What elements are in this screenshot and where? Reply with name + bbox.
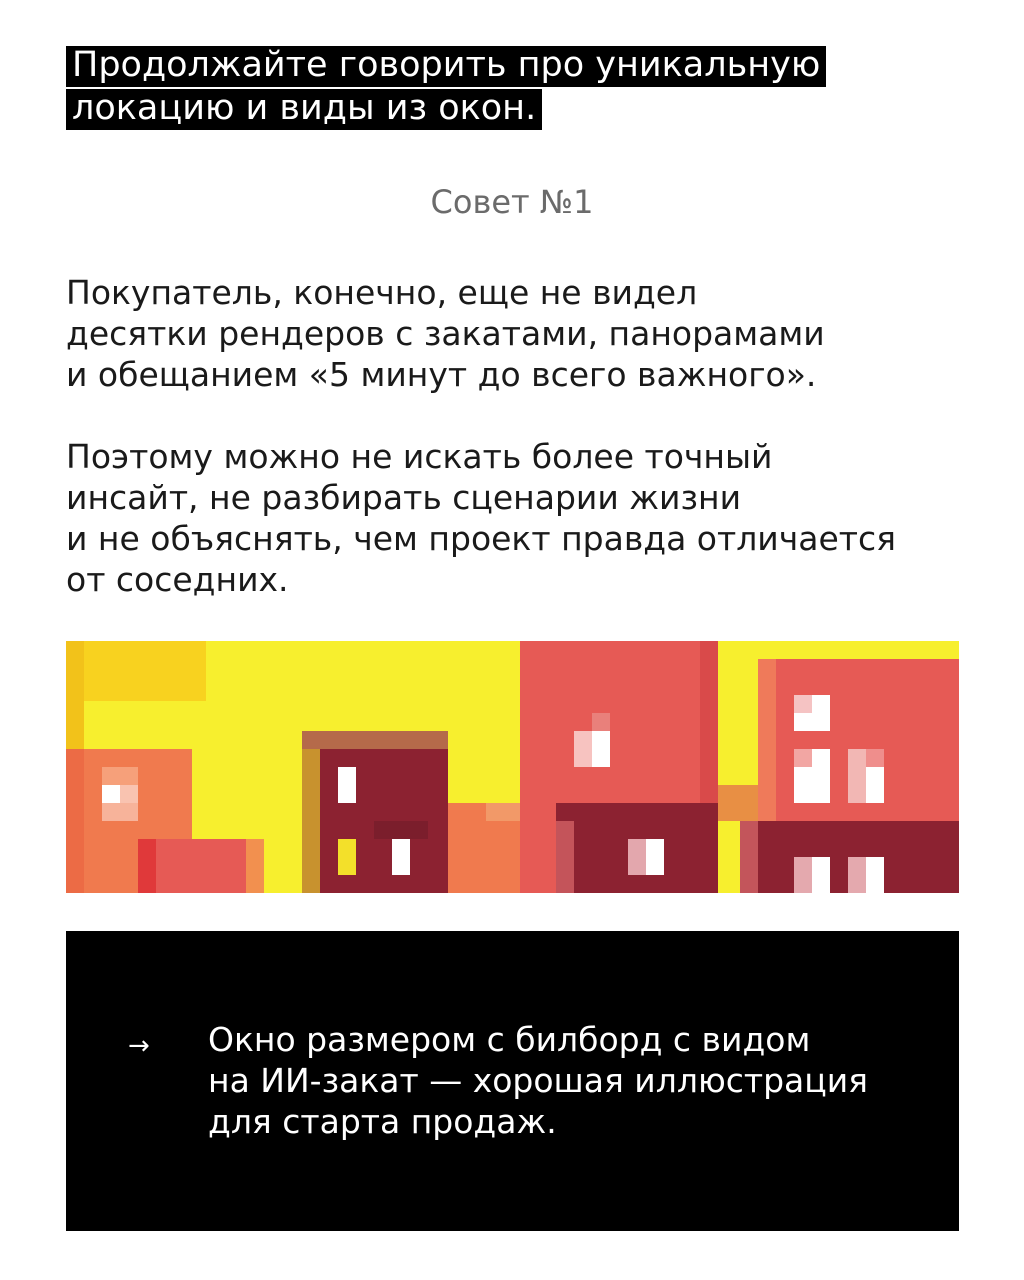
pixel-city-illustration bbox=[66, 641, 959, 893]
building-shade bbox=[700, 641, 718, 821]
window bbox=[866, 749, 884, 767]
note-line: для старта продаж. bbox=[208, 1102, 557, 1141]
window bbox=[338, 839, 356, 875]
building-shade bbox=[302, 749, 320, 893]
window bbox=[102, 803, 138, 821]
window bbox=[574, 731, 592, 767]
tip-label: Совет №1 bbox=[430, 183, 594, 221]
paragraph-2 bbox=[66, 436, 986, 600]
note-line: на ИИ-закат — хорошая иллюстрация bbox=[208, 1061, 869, 1100]
window-frame bbox=[374, 821, 428, 839]
sky-shade bbox=[66, 641, 206, 701]
note-line: Окно размером с билборд с видом bbox=[208, 1020, 811, 1059]
window bbox=[812, 857, 830, 893]
window bbox=[338, 767, 356, 803]
window bbox=[794, 695, 812, 713]
paragraph-2-line: Поэтому можно не искать более точный bbox=[66, 437, 773, 476]
building-shade bbox=[556, 821, 574, 893]
window bbox=[102, 785, 120, 803]
window bbox=[848, 857, 866, 893]
building-shade bbox=[758, 659, 776, 821]
window bbox=[794, 857, 812, 893]
window bbox=[592, 713, 610, 731]
building-shade bbox=[486, 803, 520, 821]
paragraph-1 bbox=[66, 272, 986, 395]
window bbox=[848, 749, 866, 803]
building-roof bbox=[302, 731, 448, 749]
building-shade bbox=[740, 821, 758, 893]
window bbox=[120, 785, 138, 803]
window bbox=[628, 839, 646, 875]
window bbox=[392, 839, 410, 875]
building-shade bbox=[66, 749, 84, 893]
building-coral-low bbox=[138, 839, 264, 893]
window bbox=[794, 749, 812, 767]
paragraph-2-line: инсайт, не разбирать сценарии жизни bbox=[66, 478, 742, 517]
arrow-right-icon: → bbox=[128, 1031, 150, 1061]
pixel-city-svg bbox=[66, 641, 959, 893]
paragraph-2-line: и не объяснять, чем проект правда отличается bbox=[66, 519, 896, 558]
note-text bbox=[208, 1019, 868, 1142]
page-title bbox=[66, 46, 946, 132]
window bbox=[866, 857, 884, 893]
building-shade bbox=[138, 839, 156, 893]
building-shade bbox=[246, 839, 264, 893]
title-line-1: Продолжайте говорить про уникальную bbox=[66, 46, 826, 87]
window bbox=[102, 767, 138, 785]
paragraph-1-line: и обещанием «5 минут до всего важного». bbox=[66, 355, 817, 394]
paragraph-1-line: Покупатель, конечно, еще не видел bbox=[66, 273, 698, 312]
paragraph-1-line: десятки рендеров с закатами, панорамами bbox=[66, 314, 825, 353]
note-box bbox=[66, 931, 959, 1231]
sky-gap-shade bbox=[718, 785, 758, 821]
title-line-2: локацию и виды из окон. bbox=[66, 89, 542, 130]
paragraph-2-line: от соседних. bbox=[66, 560, 289, 599]
